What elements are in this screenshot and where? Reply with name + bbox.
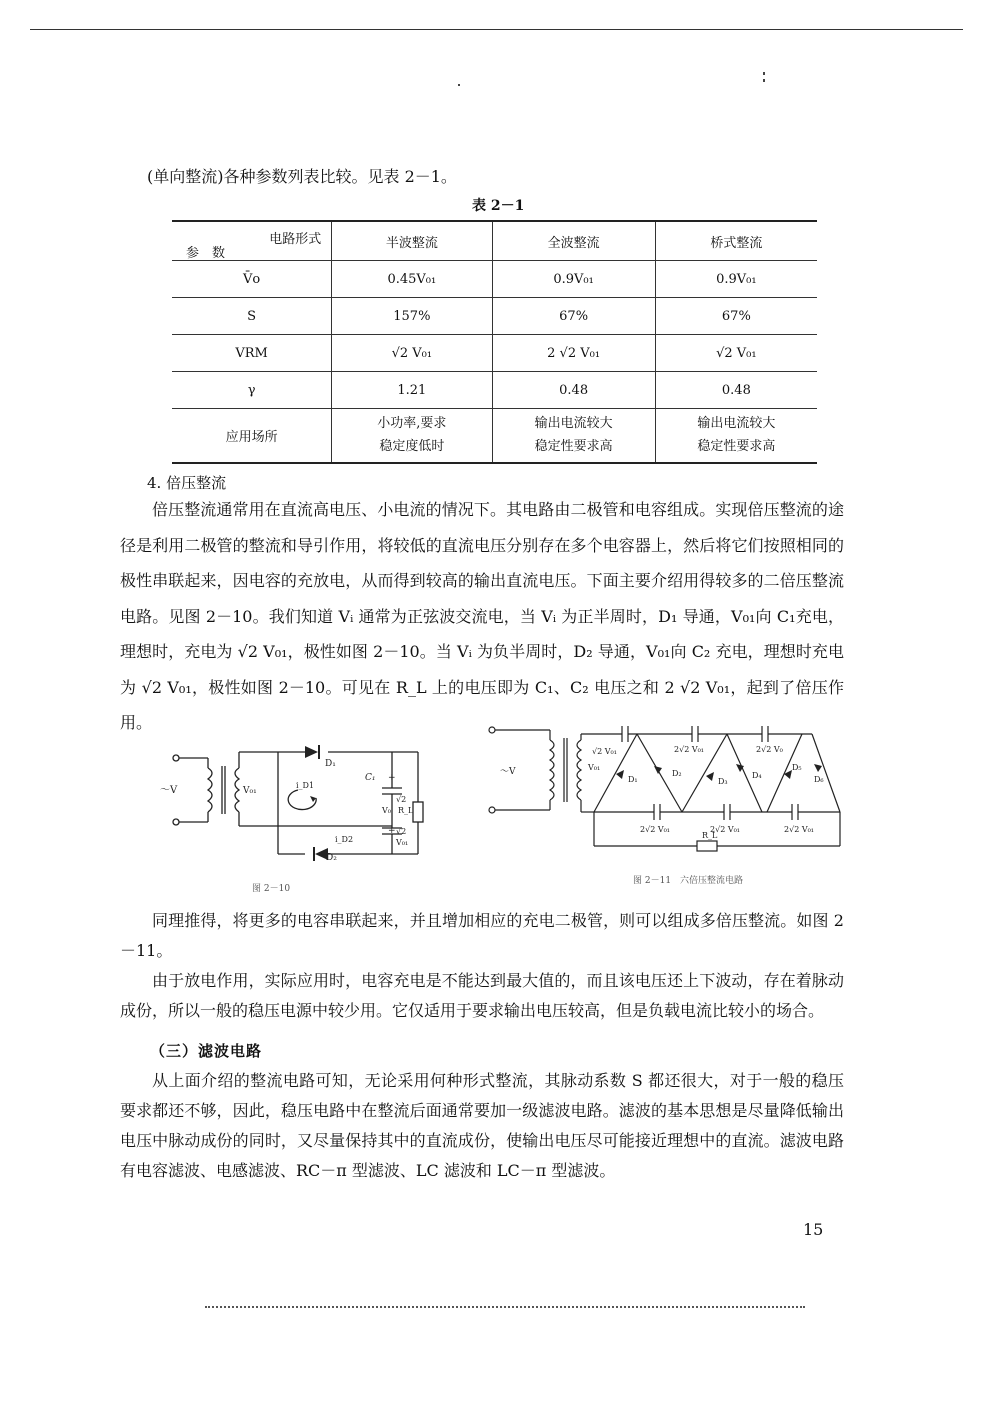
vo1-label: V₀₁	[588, 763, 601, 772]
value-cell	[492, 409, 655, 463]
value-line: 小功率,要求	[377, 416, 447, 432]
figure-2-11-caption: 图 2－11 六倍压整流电路	[633, 876, 744, 886]
value-cell: 2 √2 V₀₁	[492, 335, 655, 372]
table-row	[172, 298, 817, 335]
table-header-row	[172, 221, 817, 261]
scan-speck	[763, 72, 765, 75]
paragraph	[120, 492, 844, 741]
value-line: 输出电流较大	[697, 416, 776, 432]
diagonal-header-cell	[172, 221, 332, 261]
value-cell	[655, 409, 817, 463]
param-cell: 应用场所	[172, 409, 332, 463]
value-cell: 67%	[492, 298, 655, 335]
section-title: 4. 倍压整流	[147, 474, 227, 492]
v-label: V₀	[382, 806, 391, 815]
page-number: 15	[803, 1220, 824, 1239]
comparison-table	[172, 220, 817, 464]
figure-2-10-circuit	[160, 738, 460, 873]
value-line: 稳定度低时	[379, 439, 445, 455]
value-line: 输出电流较大	[534, 416, 613, 432]
plus-sign: +	[388, 773, 396, 783]
d6-label: D₆	[814, 775, 824, 784]
d2-label: D₂	[326, 853, 337, 863]
value-cell: 67%	[655, 298, 817, 335]
footer-rule	[205, 1306, 805, 1308]
table-row	[172, 335, 817, 372]
source-label: ～V	[500, 767, 516, 777]
value-cell: 1.21	[332, 372, 492, 409]
paragraph	[120, 1066, 844, 1186]
paragraph	[120, 906, 844, 966]
param-cell: VRM	[172, 335, 332, 372]
top-voltage-label: 2√2 V₀₁	[674, 745, 705, 754]
figure-2-11-circuit	[482, 722, 852, 857]
value-cell: 0.48	[492, 372, 655, 409]
source-label: ～V	[160, 785, 178, 796]
bottom-voltage-label: 2√2 V₀₁	[640, 825, 671, 834]
header-top-label: 电路形式	[269, 232, 322, 247]
c1-label: C₁	[365, 773, 376, 783]
value-cell: √2 V₀₁	[332, 335, 492, 372]
plus-sign: +	[388, 826, 396, 836]
top-voltage-label: 2√2 V₀	[756, 745, 783, 754]
value-cell: 0.45V₀₁	[332, 261, 492, 298]
value-cell: √2 V₀₁	[655, 335, 817, 372]
vo1-label: V₀₁	[243, 786, 257, 796]
value-cell: 0.9V₀₁	[492, 261, 655, 298]
paragraph-text: 倍压整流通常用在直流高电压、小电流的情况下。其电路由二极管和电容组成。实现倍压整流的途径是利用二极管的整流和导引作用，将较低的直流电压分别存在多个电容器上，然后将它们按照相同的极性串联起来，因电容的充放电，从而得到较高的输出直流电压。下面主要介绍用得较多的二倍压整流电路。见图 2－10。我们知道 Vᵢ 通常为正弦波交流电，当 Vᵢ 为正半周时，D₁ 导通，V₀₁向 C₁充电，理想时，充电为 √2 V₀₁，极性如图 2－10。当 Vᵢ 为负半周时，D₂ 导通，V₀₁向 C₂ 充电，理想时充电为 √2 V₀₁，极性如图 2－10。可见在 R_L 上的电压即为 C₁、C₂ 电压之和 2 √2 V₀₁，起到了倍压作用。	[120, 500, 844, 732]
header-bottom-label: 参 数	[186, 246, 226, 261]
scan-speck	[763, 79, 765, 82]
d3-label: D₃	[718, 777, 728, 786]
column-header: 桥式整流	[655, 221, 817, 261]
intro-line: (单向整流)各种参数列表比较。见表 2－1。	[147, 167, 457, 186]
d4-label: D₄	[752, 771, 762, 780]
rl-label: R_L	[398, 806, 414, 815]
bottom-voltage-label: 2√2 V₀₁	[784, 825, 815, 834]
value-cell: 0.48	[655, 372, 817, 409]
param-cell: γ	[172, 372, 332, 409]
value-cell	[332, 409, 492, 463]
table-title: 表 2－1	[472, 198, 525, 214]
table-row-application	[172, 409, 817, 463]
figure-2-10-caption: 图 2－10	[252, 884, 291, 894]
bottom-voltage-label: 2√2 V₀₁	[710, 825, 741, 834]
value-cell: 157%	[332, 298, 492, 335]
d1-label: D₁	[325, 759, 336, 769]
paragraph-text: 从上面介绍的整流电路可知，无论采用何种形式整流，其脉动系数 S 都还很大，对于一般的稳压要求都还不够，因此，稳压电路中在整流后面通常要加一级滤波电路。滤波的基本思想是尽量降低输出电压中脉动成份的同时，又尽量保持其中的直流成份，使输出电压尽可能接近理想中的直流。滤波电路有电容滤波、电感滤波、RC－π 型滤波、LC 滤波和 LC－π 型滤波。	[120, 1071, 844, 1180]
column-header: 全波整流	[492, 221, 655, 261]
header-rule	[30, 29, 963, 30]
value-line: 稳定性要求高	[697, 439, 776, 455]
vc2-label: √2	[396, 827, 407, 836]
paragraph-text: 由于放电作用，实际应用时，电容充电是不能达到最大值的，而且该电压还上下波动，存在着脉动成份，所以一般的稳压电源中较少用。它仅适用于要求输出电压较高，但是负载电流比较小的场合。	[120, 971, 844, 1020]
current2-label: i_D2	[335, 835, 354, 844]
d5-label: D₅	[792, 763, 802, 772]
d1-label: D₁	[628, 775, 638, 784]
table-row	[172, 261, 817, 298]
top-voltage-label: √2 V₀₁	[592, 747, 617, 756]
column-header: 半波整流	[332, 221, 492, 261]
value-cell: 0.9V₀₁	[655, 261, 817, 298]
table-row	[172, 372, 817, 409]
current1-label: i_D1	[296, 781, 315, 790]
param-cell: S	[172, 298, 332, 335]
rl-label: R_L	[702, 831, 718, 840]
paragraph-text: 同理推得，将更多的电容串联起来，并且增加相应的充电二极管，则可以组成多倍压整流。如图 2－11。	[120, 911, 844, 960]
value-line: 稳定性要求高	[534, 439, 613, 455]
param-cell: V̄o	[172, 261, 332, 298]
vc1-label: √2	[396, 795, 407, 804]
scan-speck	[458, 84, 460, 86]
d2-label: D₂	[672, 769, 682, 778]
vc2-sub-label: V₀₁	[396, 838, 409, 847]
paragraph	[120, 966, 844, 1026]
subsection-title: （三）滤波电路	[150, 1042, 263, 1060]
